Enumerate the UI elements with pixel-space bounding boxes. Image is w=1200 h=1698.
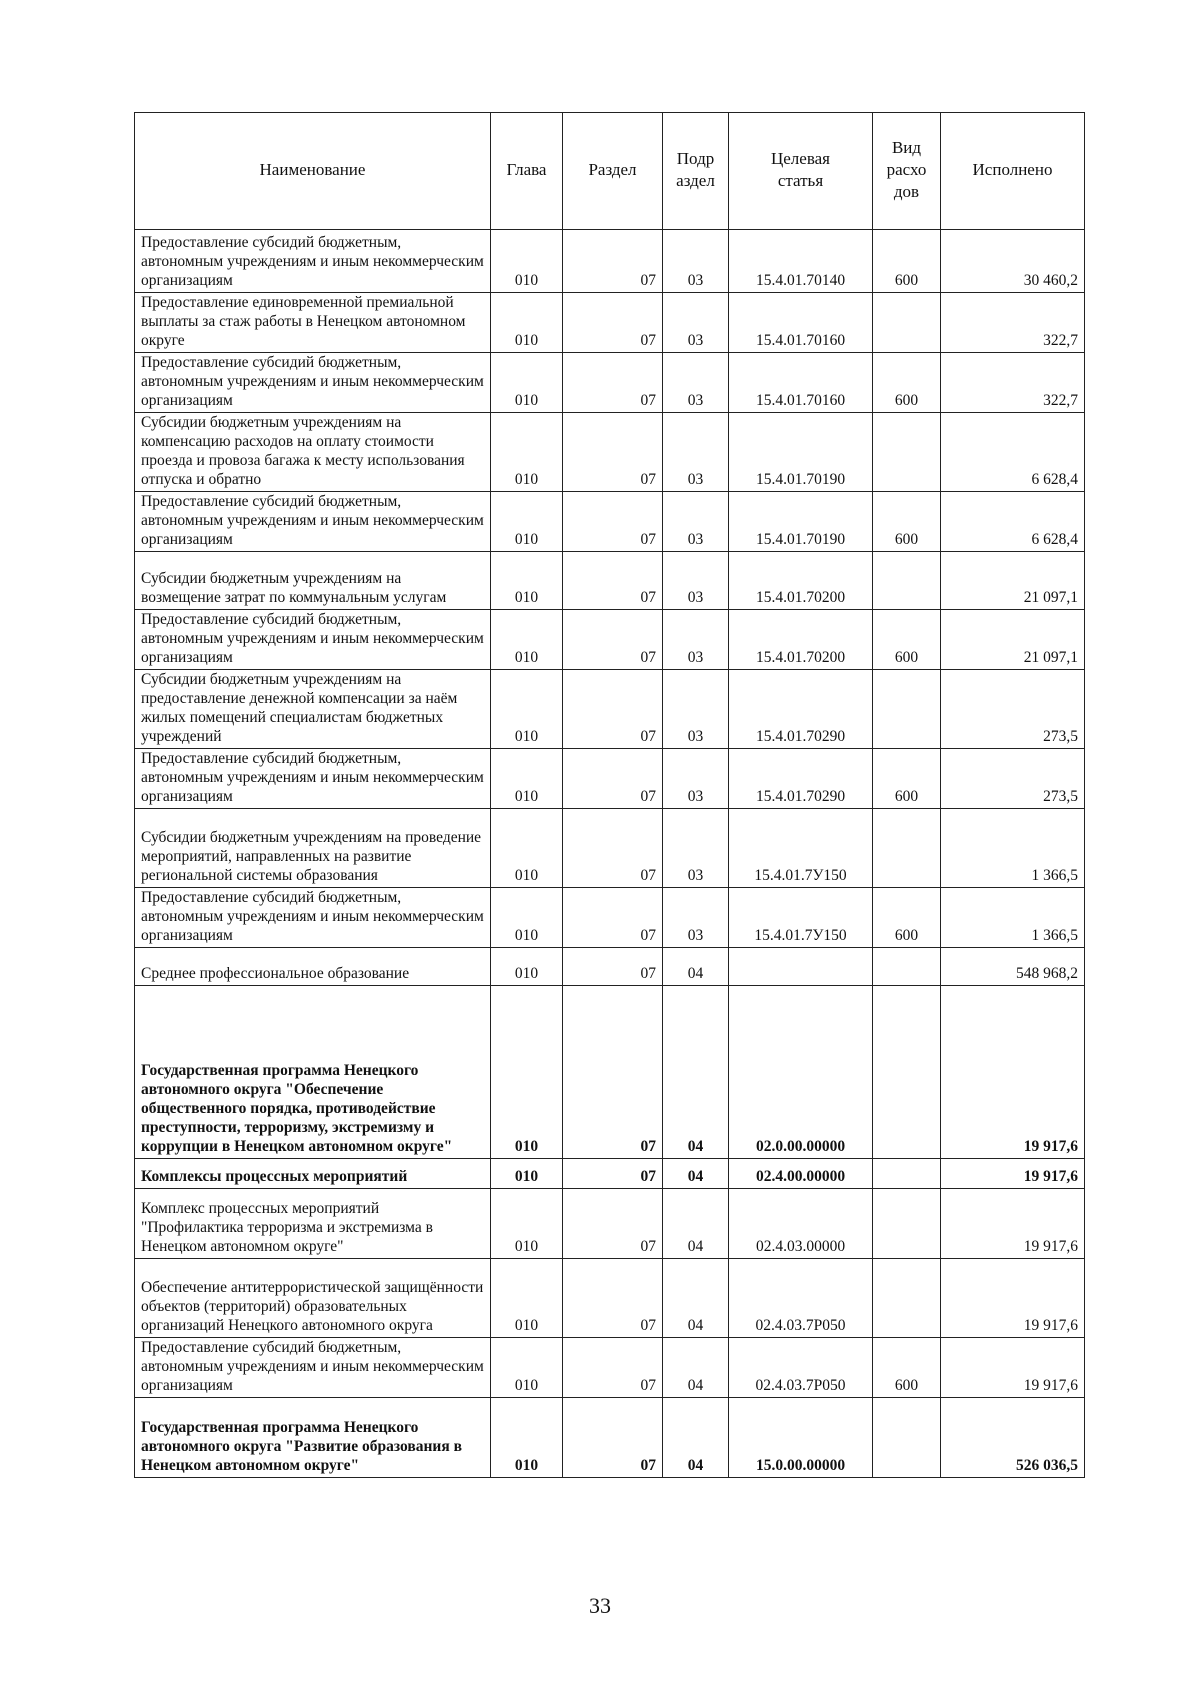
table-cell-vid: 600 [873,353,941,413]
table-cell-podrazdel: 04 [663,1259,729,1338]
table-cell-razdel: 07 [563,1159,663,1189]
table-cell-ispolneno: 548 968,2 [941,948,1085,986]
table-cell-podrazdel: 03 [663,888,729,948]
table-cell-name: Государственная программа Ненецкого автономного округа "Развитие образования в Ненецком автономном округе" [135,1398,491,1478]
header-cell: Целевая статья [729,113,873,230]
table-cell-podrazdel: 03 [663,809,729,888]
table-cell-glava: 010 [491,948,563,986]
table-cell-vid [873,1189,941,1259]
table-row [135,293,1085,353]
table-cell-ispolneno: 19 917,6 [941,1338,1085,1398]
table-cell-podrazdel: 03 [663,670,729,749]
table-cell-glava: 010 [491,353,563,413]
table-cell-name: Предоставление субсидий бюджетным, автономным учреждениям и иным некоммерческим организациям [135,888,491,948]
table-row [135,1338,1085,1398]
table-cell-statya: 15.4.01.70140 [729,230,873,293]
table-cell-name: Комплекс процессных мероприятий "Профилактика терроризма и экстремизма в Ненецком автономном округе" [135,1189,491,1259]
table-cell-ispolneno: 273,5 [941,670,1085,749]
table-cell-name: Предоставление субсидий бюджетным, автономным учреждениям и иным некоммерческим организациям [135,230,491,293]
table-cell-glava: 010 [491,1159,563,1189]
table-cell-ispolneno: 21 097,1 [941,552,1085,610]
table-cell-glava: 010 [491,809,563,888]
table-row [135,1159,1085,1189]
table-cell-glava: 010 [491,293,563,353]
table-cell-statya: 15.4.01.70200 [729,552,873,610]
table-cell-name: Предоставление субсидий бюджетным, автономным учреждениям и иным некоммерческим организациям [135,749,491,809]
table-cell-vid: 600 [873,1338,941,1398]
table-row [135,610,1085,670]
table-cell-ispolneno: 526 036,5 [941,1398,1085,1478]
header-cell: Подр аздел [663,113,729,230]
table-cell-vid [873,413,941,492]
header-cell: Вид расхо дов [873,113,941,230]
header-cell: Исполнено [941,113,1085,230]
table-cell-podrazdel: 03 [663,610,729,670]
table-cell-statya: 15.4.01.70290 [729,670,873,749]
table-cell-statya: 15.4.01.70160 [729,353,873,413]
table-row [135,1398,1085,1478]
table-cell-glava: 010 [491,1398,563,1478]
table-row [135,492,1085,552]
table-cell-name: Субсидии бюджетным учреждениям на возмещение затрат по коммунальным услугам [135,552,491,610]
table-cell-glava: 010 [491,230,563,293]
table-row [135,1189,1085,1259]
table-cell-statya [729,948,873,986]
table-cell-name: Государственная программа Ненецкого автономного округа "Обеспечение общественного порядка, противодействие преступности, терроризму, экстремизму и коррупции в Ненецком автономном округе" [135,986,491,1159]
table-cell-razdel: 07 [563,230,663,293]
table-row [135,552,1085,610]
table-cell-podrazdel: 03 [663,413,729,492]
table-cell-razdel: 07 [563,749,663,809]
table-cell-statya: 15.4.01.70160 [729,293,873,353]
table-cell-ispolneno: 1 366,5 [941,809,1085,888]
table-cell-vid [873,1259,941,1338]
table-cell-razdel: 07 [563,353,663,413]
table-cell-podrazdel: 03 [663,353,729,413]
table-cell-glava: 010 [491,413,563,492]
table-cell-vid: 600 [873,888,941,948]
table-row [135,749,1085,809]
table-cell-glava: 010 [491,610,563,670]
table-cell-podrazdel: 03 [663,293,729,353]
header-cell: Глава [491,113,563,230]
table-cell-statya: 15.4.01.70190 [729,413,873,492]
table-cell-ispolneno: 322,7 [941,293,1085,353]
table-cell-razdel: 07 [563,552,663,610]
header-cell: Наименование [135,113,491,230]
header-cell: Раздел [563,113,663,230]
table-cell-statya: 02.0.00.00000 [729,986,873,1159]
table-cell-vid [873,809,941,888]
table-cell-ispolneno: 322,7 [941,353,1085,413]
table-cell-name: Обеспечение антитеррористической защищённости объектов (территорий) образовательных организаций Ненецкого автономного округа [135,1259,491,1338]
table-cell-razdel: 07 [563,888,663,948]
page-number: 33 [589,1593,611,1618]
table-cell-statya: 15.4.01.7У150 [729,809,873,888]
table-cell-glava: 010 [491,670,563,749]
table-cell-statya: 02.4.03.7Р050 [729,1338,873,1398]
table-cell-ispolneno: 19 917,6 [941,1159,1085,1189]
table-cell-podrazdel: 03 [663,492,729,552]
table-cell-vid [873,1159,941,1189]
table-cell-glava: 010 [491,1338,563,1398]
table-cell-glava: 010 [491,552,563,610]
table-cell-razdel: 07 [563,986,663,1159]
table-cell-ispolneno: 30 460,2 [941,230,1085,293]
table-row [135,230,1085,293]
table-cell-glava: 010 [491,492,563,552]
budget-execution-table [134,112,1085,1478]
table-cell-razdel: 07 [563,492,663,552]
table-header-row [135,113,1085,230]
table-cell-name: Среднее профессиональное образование [135,948,491,986]
table-cell-podrazdel: 03 [663,749,729,809]
table-body [135,230,1085,1478]
table-cell-vid [873,293,941,353]
table-cell-podrazdel: 04 [663,1159,729,1189]
table-cell-ispolneno: 1 366,5 [941,888,1085,948]
table-cell-glava: 010 [491,1259,563,1338]
table-cell-ispolneno: 19 917,6 [941,986,1085,1159]
table-cell-razdel: 07 [563,413,663,492]
table-row [135,353,1085,413]
table-row [135,809,1085,888]
table-cell-name: Субсидии бюджетным учреждениям на проведение мероприятий, направленных на развитие региональной системы образования [135,809,491,888]
table-cell-ispolneno: 273,5 [941,749,1085,809]
table-cell-statya: 15.4.01.70290 [729,749,873,809]
table-cell-glava: 010 [491,749,563,809]
table-cell-razdel: 07 [563,809,663,888]
table-cell-razdel: 07 [563,1189,663,1259]
table-row [135,986,1085,1159]
table-row [135,670,1085,749]
table-cell-statya: 15.4.01.70190 [729,492,873,552]
table-row [135,413,1085,492]
table-cell-ispolneno: 19 917,6 [941,1259,1085,1338]
table-cell-name: Субсидии бюджетным учреждениям на компенсацию расходов на оплату стоимости проезда и провоза багажа к месту использования отпуска и обратно [135,413,491,492]
table-cell-podrazdel: 03 [663,230,729,293]
table-row [135,1259,1085,1338]
table-cell-name: Комплексы процессных мероприятий [135,1159,491,1189]
table-cell-name: Предоставление единовременной премиальной выплаты за стаж работы в Ненецком автономном округе [135,293,491,353]
table-row [135,888,1085,948]
table-cell-vid [873,986,941,1159]
table-cell-statya: 02.4.03.7Р050 [729,1259,873,1338]
table-cell-statya: 02.4.00.00000 [729,1159,873,1189]
table-row [135,948,1085,986]
table-cell-ispolneno: 21 097,1 [941,610,1085,670]
table-cell-podrazdel: 03 [663,552,729,610]
table-cell-razdel: 07 [563,948,663,986]
table-cell-vid: 600 [873,610,941,670]
table-cell-ispolneno: 6 628,4 [941,492,1085,552]
table-cell-razdel: 07 [563,1259,663,1338]
table-cell-vid: 600 [873,492,941,552]
table-cell-name: Субсидии бюджетным учреждениям на предоставление денежной компенсации за наём жилых помещений специалистам бюджетных учреждений [135,670,491,749]
table-cell-statya: 15.4.01.7У150 [729,888,873,948]
table-cell-name: Предоставление субсидий бюджетным, автономным учреждениям и иным некоммерческим организациям [135,353,491,413]
table-cell-razdel: 07 [563,1398,663,1478]
table-cell-razdel: 07 [563,610,663,670]
table-cell-glava: 010 [491,1189,563,1259]
table-cell-razdel: 07 [563,670,663,749]
table-cell-podrazdel: 04 [663,1338,729,1398]
table-cell-razdel: 07 [563,1338,663,1398]
table-cell-name: Предоставление субсидий бюджетным, автономным учреждениям и иным некоммерческим организациям [135,492,491,552]
table-cell-vid [873,670,941,749]
table-cell-name: Предоставление субсидий бюджетным, автономным учреждениям и иным некоммерческим организациям [135,1338,491,1398]
table-cell-podrazdel: 04 [663,1189,729,1259]
table-cell-vid: 600 [873,230,941,293]
table-cell-glava: 010 [491,986,563,1159]
table-cell-name: Предоставление субсидий бюджетным, автономным учреждениям и иным некоммерческим организациям [135,610,491,670]
table-cell-vid: 600 [873,749,941,809]
table-cell-ispolneno: 19 917,6 [941,1189,1085,1259]
table-cell-podrazdel: 04 [663,1398,729,1478]
table-cell-podrazdel: 04 [663,948,729,986]
table-cell-statya: 02.4.03.00000 [729,1189,873,1259]
table-cell-vid [873,948,941,986]
table-cell-vid [873,1398,941,1478]
table-cell-statya: 15.0.00.00000 [729,1398,873,1478]
table-cell-razdel: 07 [563,293,663,353]
table-cell-ispolneno: 6 628,4 [941,413,1085,492]
table-cell-vid [873,552,941,610]
table-cell-glava: 010 [491,888,563,948]
table-cell-statya: 15.4.01.70200 [729,610,873,670]
table-cell-podrazdel: 04 [663,986,729,1159]
